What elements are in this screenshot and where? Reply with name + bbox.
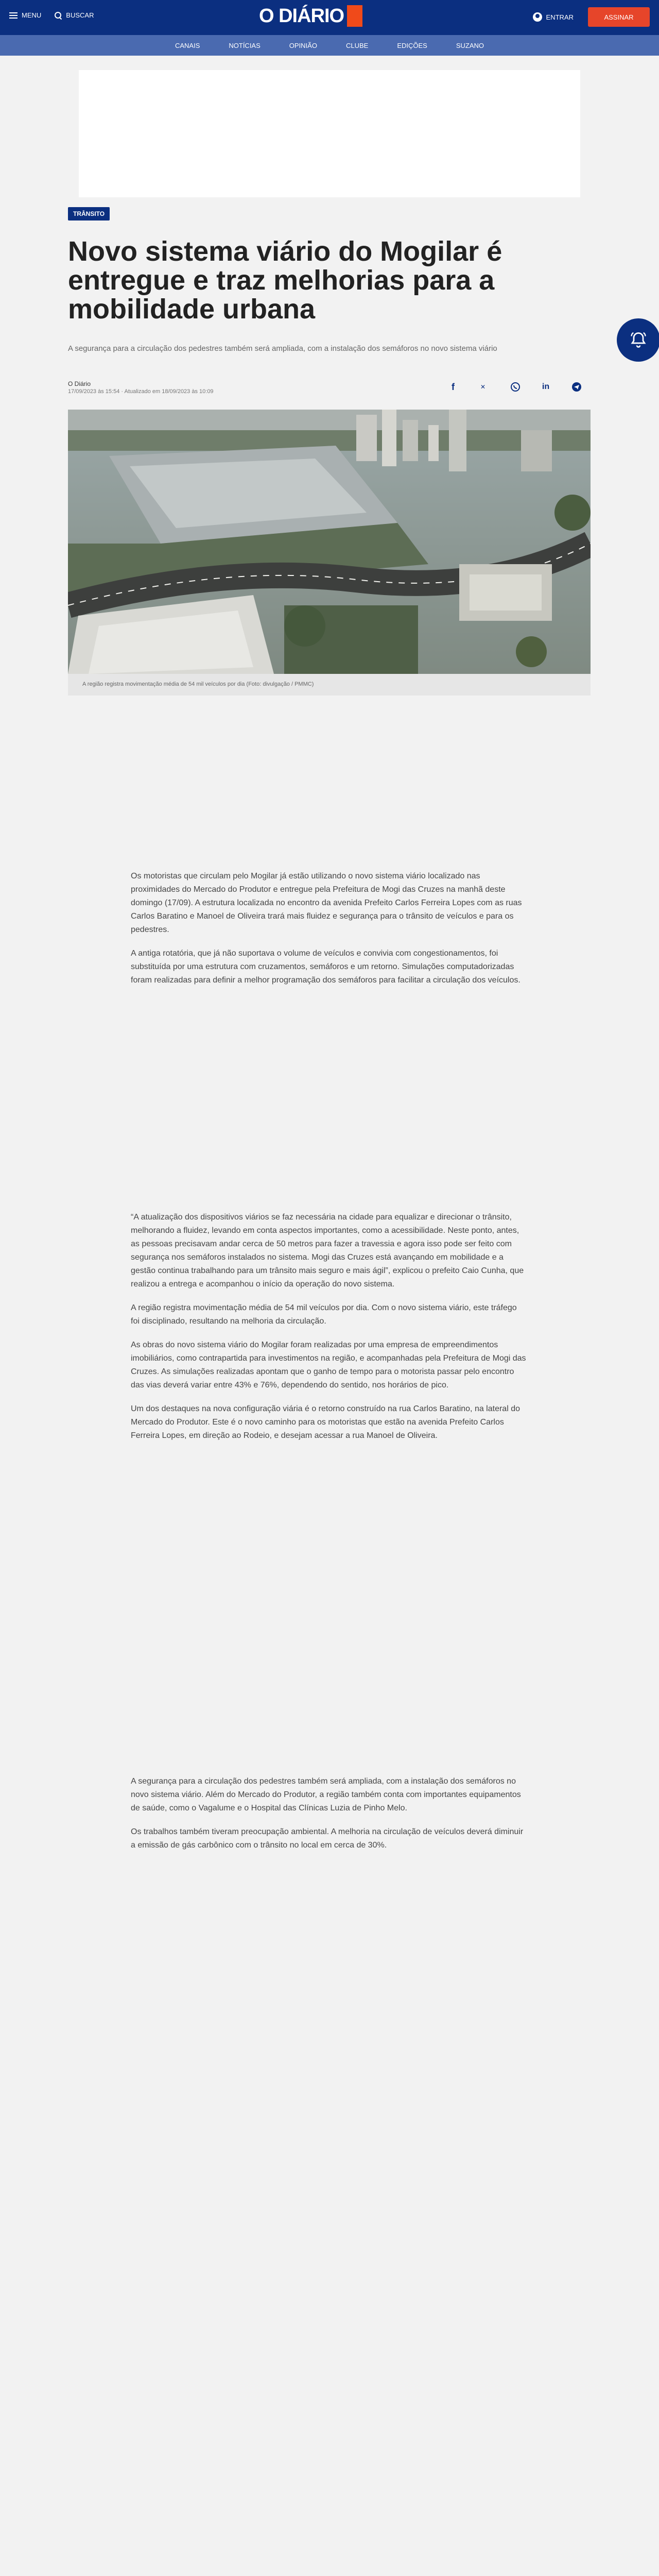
paragraph: A região registra movimentação média de 54 mil veículos por dia. Com o novo sistema viário, este tráfego foi disciplinado, resultando na melhoria da circulação. <box>131 1303 517 1326</box>
x-icon: ✕ <box>480 383 486 391</box>
search-icon <box>55 12 62 19</box>
login-button[interactable] <box>533 12 574 22</box>
hero-caption: A região registra movimentação média de 54 mil veículos por dia (Foto: divulgação / PMMC) <box>68 674 591 696</box>
login-label: ENTRAR <box>546 13 574 21</box>
subscribe-button[interactable]: ASSINAR <box>588 7 650 27</box>
share-whatsapp-button[interactable] <box>509 380 522 394</box>
nav-item-canais[interactable]: CANAIS <box>175 41 200 49</box>
paragraph: A antiga rotatória, que já não suportava o volume de veículos e convivia com congestionamentos, foi substituída por uma estrutura com cruzamentos, semáforos e um retorno. Simulações computadorizadas foram realizadas para definir a melhor programação dos semáforos para facilitar a circulação dos veículos. <box>131 949 521 985</box>
article-date: 17/09/2023 às 15:54 · Atualizado em 18/09/2023 às 10:09 <box>68 388 214 395</box>
article-subtitle: A segurança para a circulação dos pedestres também será ampliada, com a instalação dos semáforos no novo sistema viário <box>68 344 497 353</box>
top-bar <box>0 0 659 35</box>
linkedin-icon: in <box>542 382 550 391</box>
article-body-part-3 <box>131 1775 527 1862</box>
aerial-photo <box>68 410 591 674</box>
bell-icon <box>629 331 648 349</box>
ad-banner <box>79 70 580 197</box>
logo-text: O DIÁRIO <box>259 5 344 27</box>
nav-item-clube[interactable]: CLUBE <box>345 41 369 49</box>
share-telegram-button[interactable] <box>570 380 583 394</box>
telegram-icon <box>571 382 582 392</box>
paragraph: “A atualização dos dispositivos viários se faz necessária na cidade para equalizar e direcionar o trânsito, melhorando a fluidez, levando em conta aspectos importantes, como a acessibilidade. Neste ponto, antes, as pessoas precisavam andar cerca de 50 metros para fazer a travessia e agora isso pode ser feito com segurança nos semáforos instalados no sistema. Mogi das Cruzes está avançando em mobilidade e a gestão continua trabalhando para um trânsito mais seguro e mais ágil”, explicou o prefeito Caio Cunha, que realizou a entrega e acompanhou o início da operação do novo sistema. <box>131 1213 524 1289</box>
category-badge[interactable]: TRÂNSITO <box>68 207 110 221</box>
nav-item-opiniao[interactable]: OPINIÃO <box>289 41 317 49</box>
article-body-part-2 <box>131 1211 527 1453</box>
search-label: BUSCAR <box>66 11 94 19</box>
site-logo[interactable] <box>259 5 362 27</box>
share-facebook-button[interactable] <box>446 380 460 394</box>
paragraph: As obras do novo sistema viário do Mogilar foram realizadas por uma empresa de empreendimentos imobiliários, como contrapartida para investimentos na região, e acompanhadas pela Prefeitura de Mogi das Cruzes. As simulações realizadas apontam que o ganho de tempo para o motorista passar pelo encontro das vias deverá variar entre 43% e 76%, dependendo do sentido, nos horários de pico. <box>131 1341 526 1389</box>
share-x-button[interactable] <box>476 380 490 394</box>
logo-mark <box>347 5 362 27</box>
nav-item-suzano[interactable]: SUZANO <box>456 41 484 49</box>
menu-label: MENU <box>22 11 42 19</box>
menu-button[interactable] <box>9 11 41 19</box>
hero-image <box>68 410 591 674</box>
paragraph: Os trabalhos também tiveram preocupação ambiental. A melhoria na circulação de veículos deverá diminuir a emissão de gás carbônico com o trânsito no local em cerca de 30%. <box>131 1827 524 1850</box>
user-icon <box>533 12 542 22</box>
hamburger-icon <box>9 12 18 19</box>
notification-bell-button[interactable] <box>617 318 659 362</box>
share-linkedin-button[interactable] <box>539 380 552 394</box>
paragraph: Os motoristas que circulam pelo Mogilar já estão utilizando o novo sistema viário localizado nas proximidades do Mercado do Produtor e entregue pela Prefeitura de Mogi das Cruzes na manhã deste domingo (17/09). A estrutura localizada no encontro da avenida Prefeito Carlos Ferreira Lopes com as ruas Carlos Baratino e Manoel de Oliveira trará mais fluidez e segurança para o trânsito de veículos e para os pedestres. <box>131 872 522 934</box>
article-title: Novo sistema viário do Mogilar é entregue e traz melhorias para a mobilidade urbana <box>68 236 502 325</box>
article-body-part-1 <box>131 870 527 997</box>
paragraph: A segurança para a circulação dos pedestres também será ampliada, com a instalação dos semáforos no novo sistema viário. Além do Mercado do Produtor, a região também conta com importantes equipamentos de saúde, como o Vagalume e o Hospital das Clínicas Luzia de Pinho Melo. <box>131 1777 521 1812</box>
facebook-icon: f <box>452 381 455 392</box>
whatsapp-icon <box>510 382 521 392</box>
search-button[interactable] <box>55 11 94 19</box>
article-author: O Diário <box>68 380 91 387</box>
nav-item-noticias[interactable]: NOTÍCIAS <box>229 41 261 49</box>
nav-item-edicoes[interactable]: EDIÇÕES <box>397 41 427 49</box>
main-nav <box>0 35 659 56</box>
paragraph: Um dos destaques na nova configuração viária é o retorno construído na rua Carlos Baratino, na lateral do Mercado do Produtor. Este é o novo caminho para os motoristas que estão na avenida Prefeito Carlos Ferreira Lopes, em direção ao Rodeio, e desejam acessar a rua Manoel de Oliveira. <box>131 1404 520 1440</box>
